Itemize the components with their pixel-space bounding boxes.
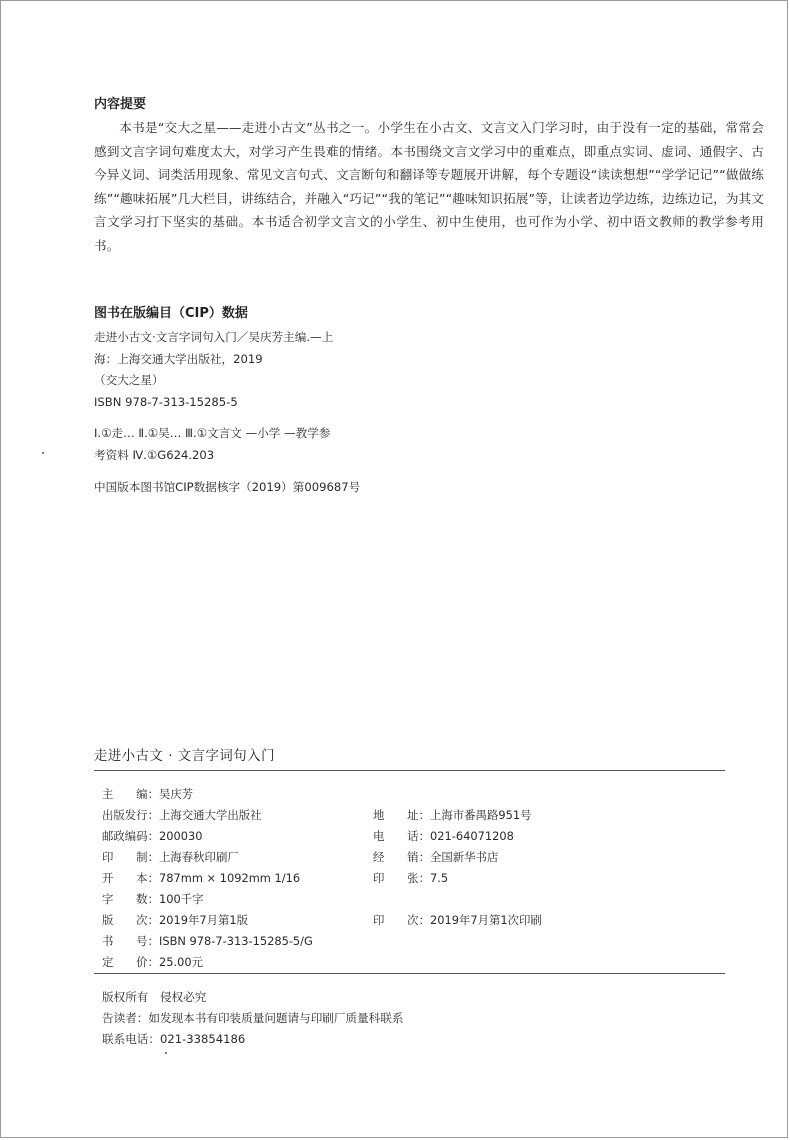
cip-class-line: 考资料 Ⅳ.①G624.203: [94, 447, 215, 462]
info-value: 全国新华书店: [429, 850, 499, 864]
reader-notice: 告读者：如发现本书有印装质量问题请与印刷厂质量科联系: [102, 1011, 404, 1025]
info-label: 字 数: [102, 892, 148, 906]
book-title: 走进小古文 · 文言字词句入门: [94, 749, 275, 764]
cip-line: 走进小古文·文言字词句入门／吴庆芳主编.—上: [94, 330, 334, 344]
info-row: 版 次：2019年7月第1版 印 次：2019年7月第1次印刷: [102, 910, 722, 931]
print-speck: [165, 1052, 167, 1054]
cip-line: ISBN 978-7-313-15285-5: [94, 394, 238, 409]
info-value: 2019年7月第1次印刷: [429, 913, 542, 927]
cip-line: （交大之星）: [94, 373, 164, 388]
cip-block: [94, 305, 494, 498]
info-value: 7.5: [429, 871, 449, 885]
info-value: 吴庆芳: [158, 787, 194, 801]
info-label: 主 编: [102, 787, 148, 801]
info-row: 印 制：上海春秋印刷厂 经 销：全国新华书店: [102, 847, 722, 868]
content-summary: [94, 93, 764, 258]
contact-phone: 联系电话：021-33854186: [102, 1032, 246, 1046]
rights-reserved: 版权所有 侵权必究: [102, 990, 207, 1004]
cip-class-line: Ⅰ.①走… Ⅱ.①吴… Ⅲ.①文言文 —小学 —教学参: [94, 426, 331, 441]
info-value: 上海交通大学出版社: [158, 808, 262, 822]
info-value: 200030: [158, 829, 203, 843]
info-row: 邮政编码：200030 电 话：021-64071208: [102, 826, 722, 847]
info-value: 2019年7月第1版: [158, 913, 249, 927]
info-value: ISBN 978-7-313-15285-5/G: [158, 934, 313, 948]
info-label: 定 价: [102, 955, 148, 969]
print-speck: [42, 452, 44, 454]
info-label: 印 张: [373, 871, 419, 885]
info-row: 出版发行：上海交通大学出版社 地 址：上海市番禺路951号: [102, 805, 722, 826]
info-label: 开 本: [102, 871, 148, 885]
info-value: 021-64071208: [429, 829, 514, 843]
info-label: 地 址: [373, 808, 419, 822]
cip-heading: 图书在版编目（CIP）数据: [94, 306, 248, 321]
summary-heading: 内容提要: [94, 97, 147, 112]
info-row: 书 号：ISBN 978-7-313-15285-5/G: [102, 931, 722, 952]
info-value: 上海市番禺路951号: [429, 808, 532, 822]
info-value: 100千字: [158, 892, 204, 906]
info-label: 电 话: [373, 829, 419, 843]
copyright-notice: [102, 987, 502, 1050]
publication-info: [102, 784, 722, 973]
info-row: 开 本：787mm × 1092mm 1/16 印 张：7.5: [102, 868, 722, 889]
info-label: 邮政编码: [102, 829, 148, 843]
info-row: 定 价：25.00元: [102, 952, 722, 973]
cip-line: 海：上海交通大学出版社，2019: [94, 351, 263, 366]
info-label: 出版发行: [102, 808, 148, 822]
divider: [94, 973, 725, 974]
info-value: 25.00元: [158, 955, 203, 969]
info-row: 主 编：吴庆芳: [102, 784, 722, 805]
cip-core-number: 中国版本图书馆CIP数据核字（2019）第009687号: [94, 479, 361, 494]
divider: [94, 770, 725, 771]
info-row: 字 数：100千字: [102, 889, 722, 910]
info-label: 印 制: [102, 850, 148, 864]
summary-body: 本书是“交大之星——走进小古文”丛书之一。小学生在小古文、文言文入门学习时，由于没有一定的基础，常常会感到文言字词句难度太大，对学习产生畏难的情绪。本书围绕文言文学习中的重难点，即重点实词、虚词、通假字、古今异义词、词类活用现象、常见文言句式、文言断句和翻译等专题展开讲解，每个专题设“读读想想”“学学记记”“做做练练”“趣味拓展”几大栏目，讲练结合，并融入“巧记”“我的笔记”“趣味知识拓展”等，让读者边学边练，边练边记，为其文言文学习打下坚实的基础。本书适合初学文言文的小学生、初中生使用，也可作为小学、初中语文教师的教学参考用书。: [94, 120, 764, 253]
info-label: 经 销: [373, 850, 419, 864]
info-label: 印 次: [373, 913, 419, 927]
info-label: 版 次: [102, 913, 148, 927]
info-value: 787mm × 1092mm 1/16: [158, 871, 301, 885]
info-label: 书 号: [102, 934, 148, 948]
info-value: 上海春秋印刷厂: [158, 850, 239, 864]
